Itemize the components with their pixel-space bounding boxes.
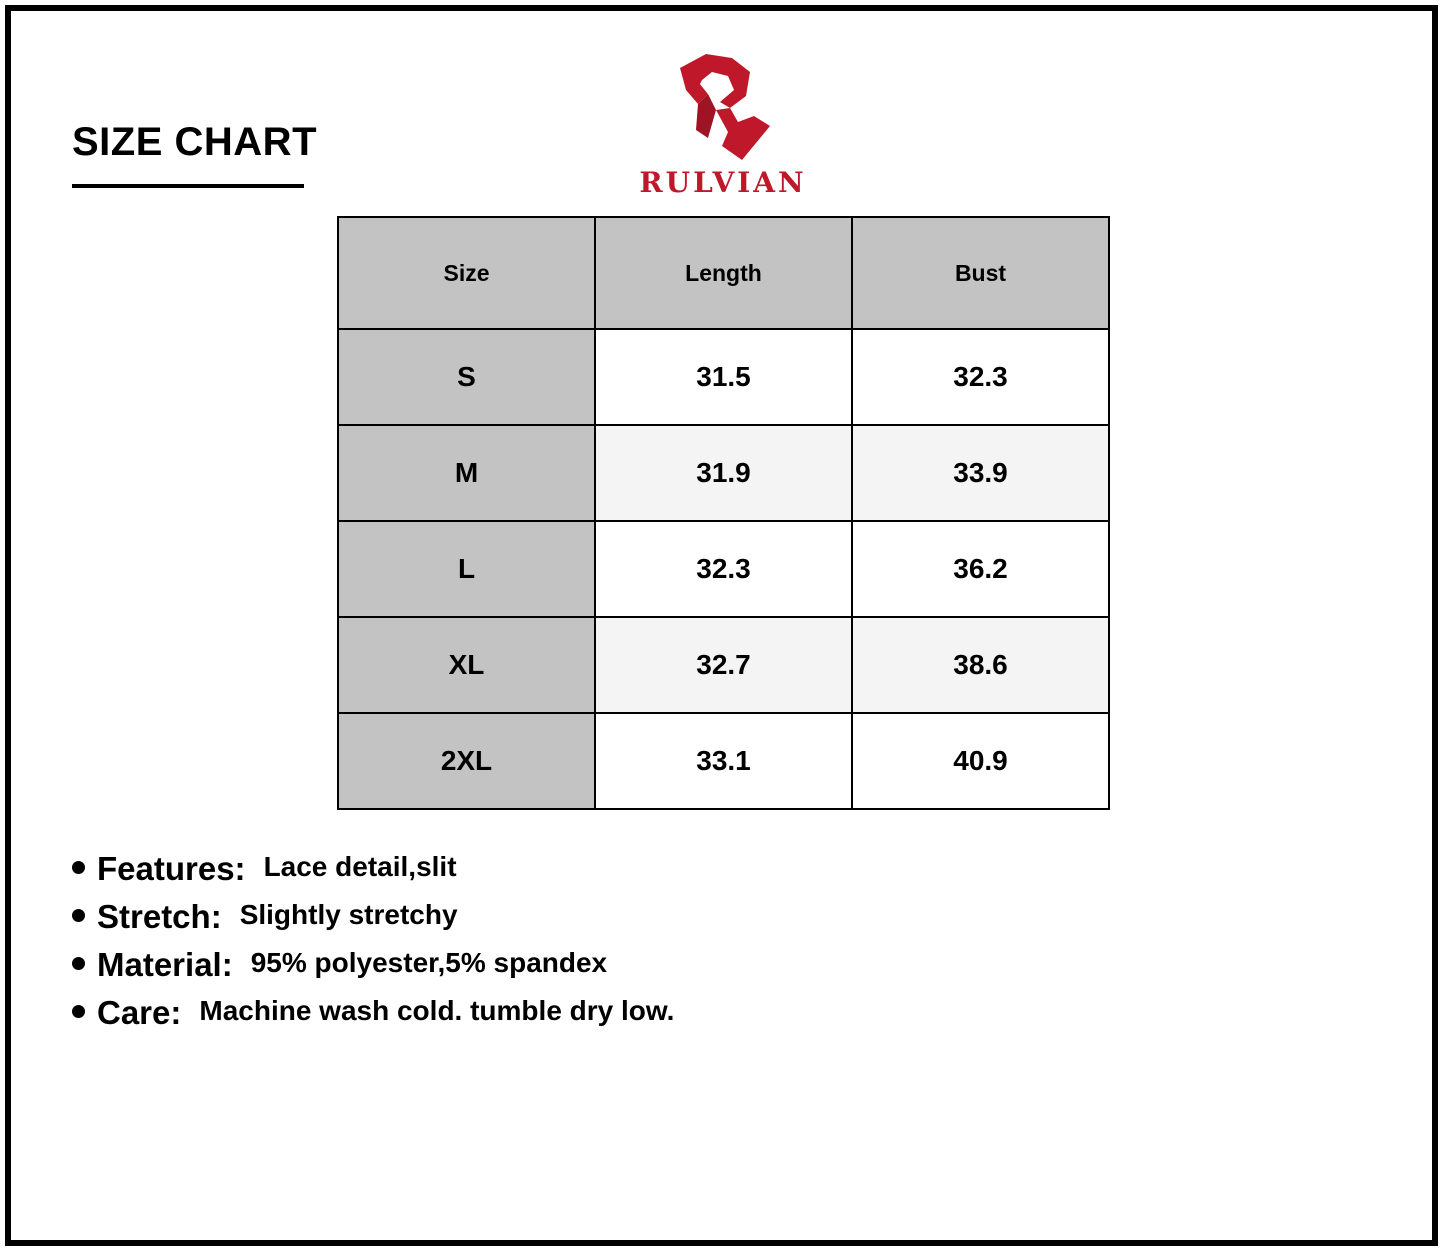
- column-header-bust: Bust: [852, 217, 1109, 329]
- spec-value: Machine wash cold. tumble dry low.: [199, 995, 675, 1026]
- size-table: [337, 216, 1110, 810]
- spec-value: Slightly stretchy: [239, 899, 458, 930]
- spec-label: Care:: [97, 994, 182, 1031]
- spec-label: Features:: [97, 850, 246, 887]
- bust-cell: 32.3: [852, 329, 1109, 425]
- spec-item-care: [72, 994, 674, 1042]
- spec-item-features: [72, 850, 674, 898]
- page-title: SIZE CHART: [72, 120, 317, 164]
- table-row: [338, 617, 1109, 713]
- column-header-size: Size: [338, 217, 595, 329]
- table-row: [338, 329, 1109, 425]
- size-cell: M: [338, 425, 595, 521]
- spec-value: Lace detail,slit: [263, 851, 457, 882]
- table-row: [338, 425, 1109, 521]
- size-cell: S: [338, 329, 595, 425]
- size-cell: L: [338, 521, 595, 617]
- bullet-icon: [72, 957, 85, 970]
- spec-label: Stretch:: [97, 898, 222, 935]
- title-underline: [72, 184, 304, 188]
- product-specs-list: [72, 850, 674, 1042]
- table-row: [338, 521, 1109, 617]
- table-header-row: [338, 217, 1109, 329]
- size-cell: 2XL: [338, 713, 595, 809]
- column-header-length: Length: [595, 217, 852, 329]
- length-cell: 31.9: [595, 425, 852, 521]
- bust-cell: 36.2: [852, 521, 1109, 617]
- spec-value: 95% polyester,5% spandex: [250, 947, 608, 978]
- bust-cell: 38.6: [852, 617, 1109, 713]
- spec-item-stretch: [72, 898, 674, 946]
- bust-cell: 40.9: [852, 713, 1109, 809]
- length-cell: 31.5: [595, 329, 852, 425]
- length-cell: 32.7: [595, 617, 852, 713]
- bullet-icon: [72, 909, 85, 922]
- rulvian-r-logo-icon: [672, 50, 774, 164]
- length-cell: 32.3: [595, 521, 852, 617]
- bullet-icon: [72, 861, 85, 874]
- brand-wordmark: RULVIAN: [639, 166, 807, 199]
- bullet-icon: [72, 1005, 85, 1018]
- spec-item-material: [72, 946, 674, 994]
- spec-label: Material:: [97, 946, 233, 983]
- bust-cell: 33.9: [852, 425, 1109, 521]
- size-cell: XL: [338, 617, 595, 713]
- table-row: [338, 713, 1109, 809]
- length-cell: 33.1: [595, 713, 852, 809]
